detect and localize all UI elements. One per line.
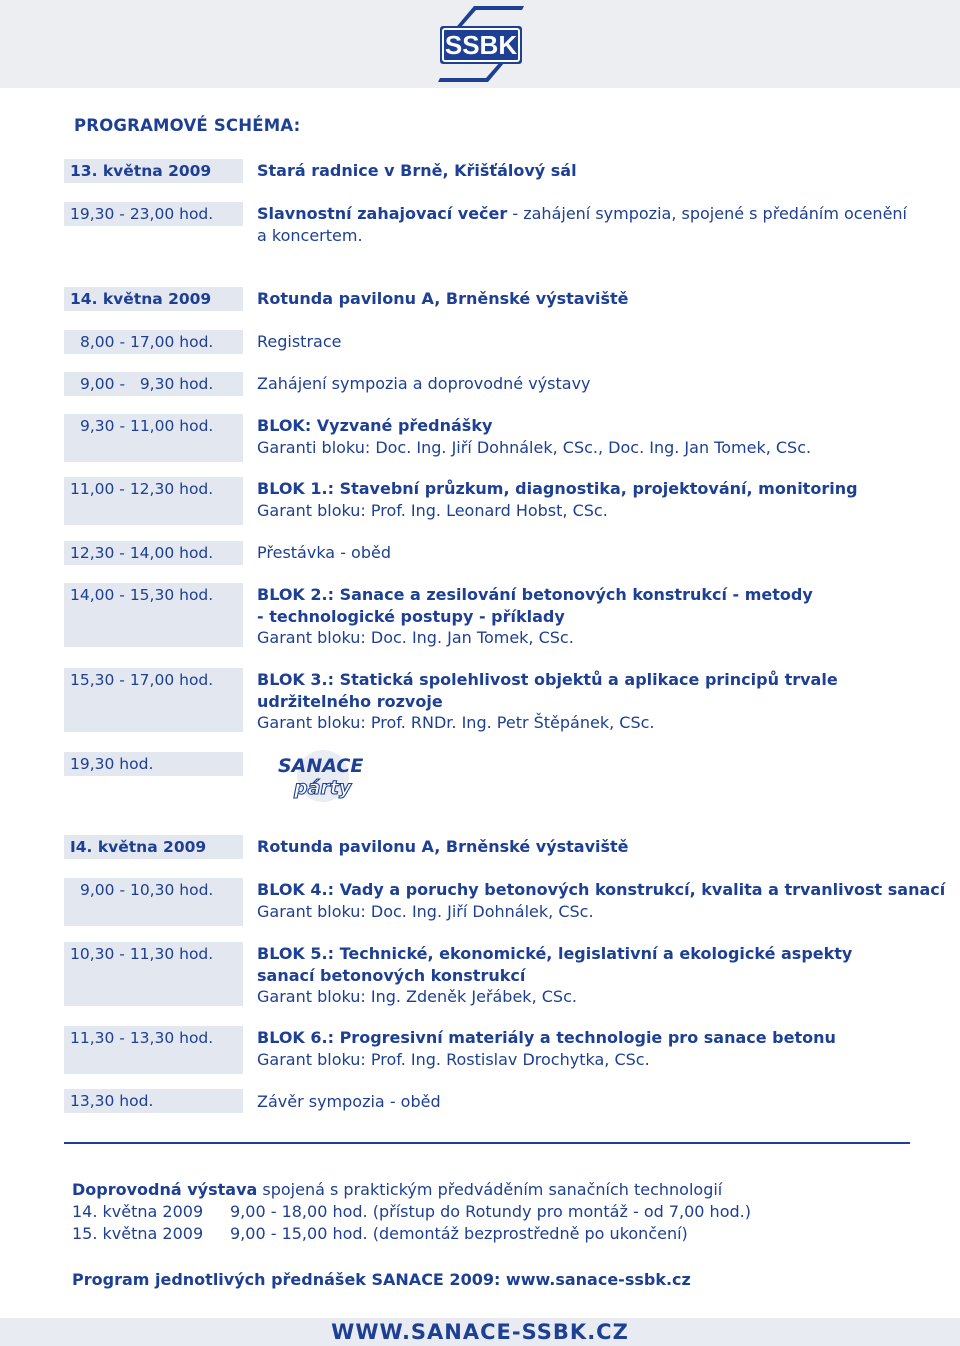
exhibition-line: Doprovodná výstava spojená s praktickým předváděním sanačních technologií bbox=[72, 1180, 723, 1199]
divider bbox=[64, 1142, 910, 1144]
time-slot: 19,30 hod. bbox=[64, 752, 243, 776]
program-link-line: Program jednotlivých přednášek SANACE 2009: www.sanace-ssbk.cz bbox=[72, 1270, 691, 1289]
day3-date: I4. května 2009 bbox=[64, 835, 243, 859]
day1-date: 13. května 2009 bbox=[64, 159, 243, 183]
time-slot: 9,30 - 11,00 hod. bbox=[80, 417, 214, 435]
svg-text:SSBK: SSBK bbox=[444, 30, 518, 60]
time-slot: 10,30 - 11,30 hod. bbox=[70, 945, 214, 963]
day1-evening-time: 19,30 - 23,00 hod. bbox=[64, 202, 243, 226]
day1-venue: Stará radnice v Brně, Křišťálový sál bbox=[257, 161, 577, 180]
closing-text: Závěr sympozia - oběd bbox=[257, 1092, 441, 1111]
exhibition-day1: 14. května 2009 9,00 - 18,00 hod. (přístup do Rotundy pro montáž - od 7,00 hod.) bbox=[72, 1202, 751, 1221]
sanace-party-logo bbox=[274, 742, 370, 804]
time-slot: 15,30 - 17,00 hod. bbox=[70, 671, 214, 689]
block-5: BLOK 5.: Technické, ekonomické, legislativní a ekologické aspekty sanací betonových konstrukcí Garant bloku: Ing. Zdeněk Jeřábek, CSc. bbox=[257, 944, 853, 1006]
block-invited: BLOK: Vyzvané přednášky Garanti bloku: Doc. Ing. Jiří Dohnálek, CSc., Doc. Ing. Jan Tomek, CSc. bbox=[257, 416, 812, 457]
website-link[interactable]: WWW.SANACE-SSBK.CZ bbox=[331, 1320, 629, 1344]
time-slot: 14,00 - 15,30 hod. bbox=[70, 586, 214, 604]
svg-text:SANACE: SANACE bbox=[278, 755, 364, 777]
block-6: BLOK 6.: Progresivní materiály a technologie pro sanace betonu Garant bloku: Prof. Ing. Rostislav Drochytka, CSc. bbox=[257, 1028, 836, 1069]
day2-date: 14. května 2009 bbox=[64, 287, 243, 311]
time-slot: 9,00 - 9,30 hod. bbox=[64, 372, 243, 396]
block-2: BLOK 2.: Sanace a zesilování betonových konstrukcí - metody - technologické postupy - příklady Garant bloku: Doc. Ing. Jan Tomek, CSc. bbox=[257, 585, 813, 647]
time-slot: 11,00 - 12,30 hod. bbox=[70, 480, 214, 498]
day2-venue: Rotunda pavilonu A, Brněnské výstaviště bbox=[257, 289, 629, 308]
exhibition-day2: 15. května 2009 9,00 - 15,00 hod. (demontáž bezprostředně po ukončení) bbox=[72, 1224, 688, 1243]
time-slot: 12,30 - 14,00 hod. bbox=[64, 541, 243, 565]
time-slot: 13,30 hod. bbox=[64, 1089, 243, 1113]
block-3: BLOK 3.: Statická spolehlivost objektů a aplikace principů trvale udržitelného rozvoje Garant bloku: Prof. RNDr. Ing. Petr Štěpánek, CSc. bbox=[257, 670, 838, 732]
time-slot: 8,00 - 17,00 hod. bbox=[64, 330, 243, 354]
time-slot: 9,00 - 10,30 hod. bbox=[80, 881, 214, 899]
block-1: BLOK 1.: Stavební průzkum, diagnostika, projektování, monitoring Garant bloku: Prof. Ing. Leonard Hobst, CSc. bbox=[257, 479, 858, 520]
block-4: BLOK 4.: Vady a poruchy betonových konstrukcí, kvalita a trvanlivost sanací Garant bloku: Doc. Ing. Jiří Dohnálek, CSc. bbox=[257, 880, 946, 921]
svg-text:párty: párty bbox=[294, 777, 352, 799]
section-title: PROGRAMOVÉ SCHÉMA: bbox=[74, 116, 301, 135]
ssbk-logo bbox=[434, 4, 528, 84]
day3-venue: Rotunda pavilonu A, Brněnské výstaviště bbox=[257, 837, 629, 856]
lunch-break: Přestávka - oběd bbox=[257, 543, 391, 562]
time-slot: 11,30 - 13,30 hod. bbox=[70, 1029, 214, 1047]
opening-text: Zahájení sympozia a doprovodné výstavy bbox=[257, 374, 591, 393]
registration-text: Registrace bbox=[257, 332, 342, 351]
day1-evening-desc: Slavnostní zahajovací večer - zahájení sympozia, spojené s předáním ocenění a koncertem. bbox=[257, 204, 907, 245]
